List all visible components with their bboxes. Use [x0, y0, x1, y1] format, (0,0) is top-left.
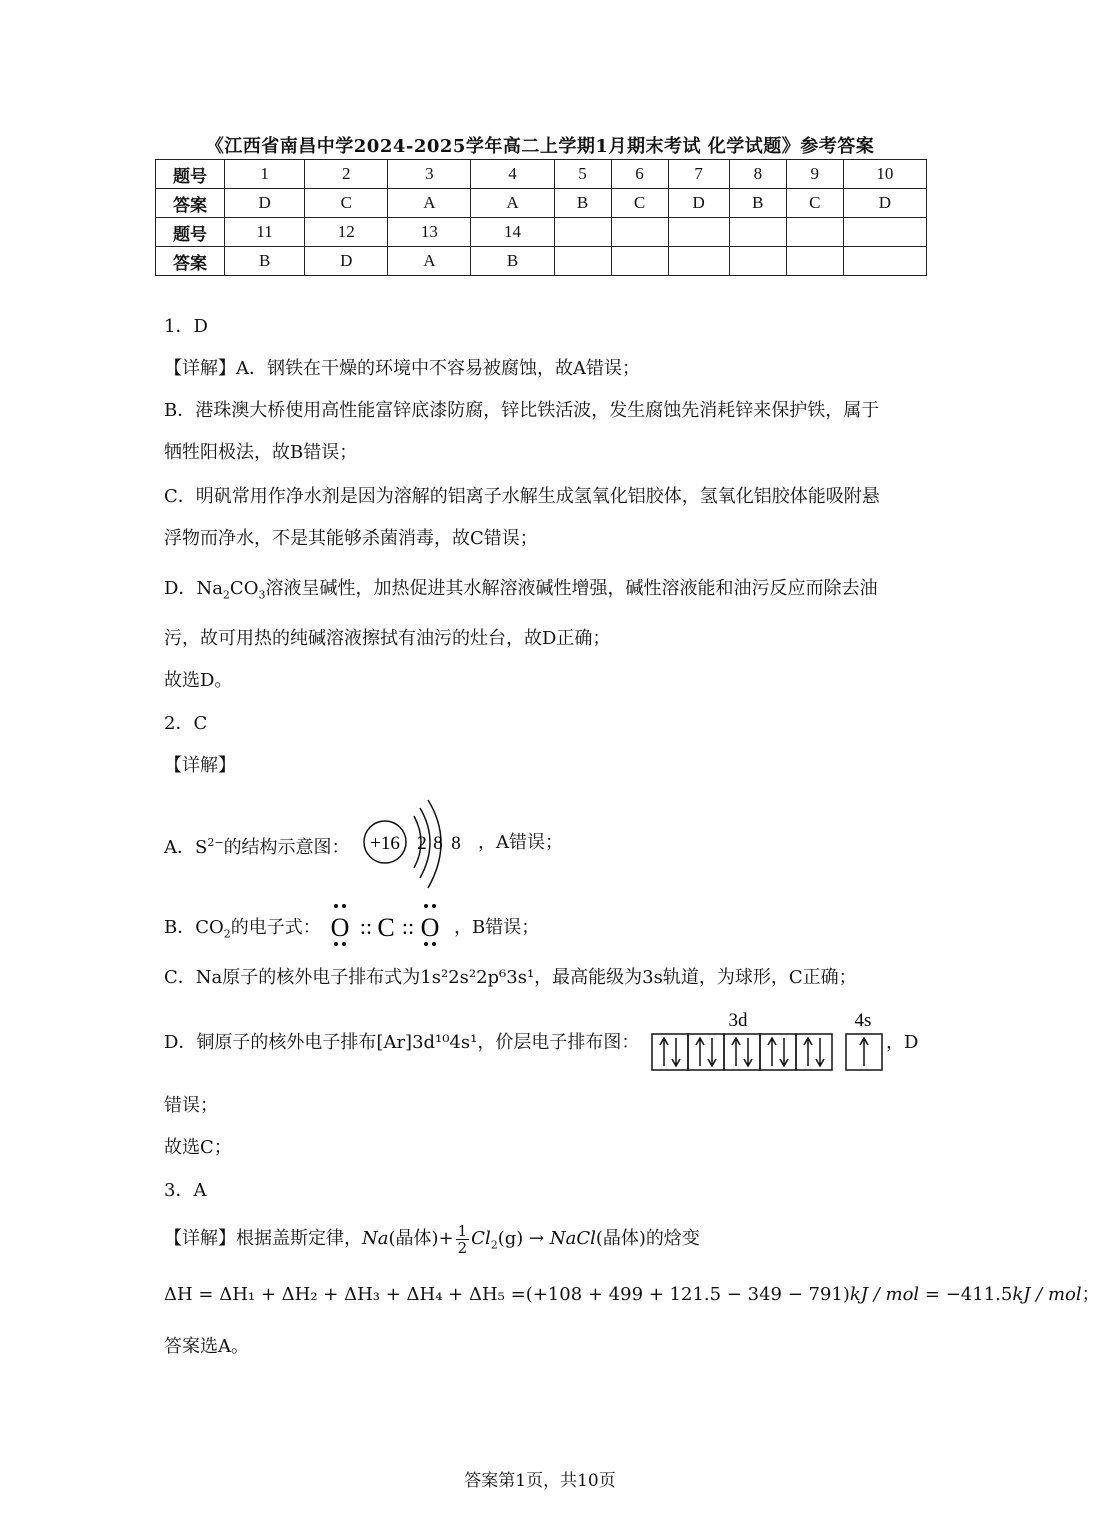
question-number-cell: 3 — [388, 160, 471, 189]
shell-count-2: 8 — [433, 833, 443, 854]
q2-a-prefix: A． — [164, 837, 195, 858]
nucleus-charge: +16 — [370, 833, 400, 854]
atom-o-right: O — [420, 913, 440, 942]
orbital-3d-box — [724, 1034, 760, 1070]
q3-dh-result: = −411.5 — [924, 1284, 1013, 1305]
answer-cell: B — [225, 247, 305, 276]
q2-a-s: S — [195, 837, 208, 858]
q3-na: Na — [362, 1228, 389, 1249]
spin-up-arrow-icon — [696, 1038, 704, 1066]
answer-cell: A — [471, 189, 554, 218]
electron-formula-svg — [326, 898, 454, 950]
q1-d-prefix: D． — [164, 578, 197, 599]
answer-cell: B — [471, 247, 554, 276]
bond-left: :: — [359, 914, 373, 939]
answer-cell: C — [305, 189, 388, 218]
q3-enthalpy-equation — [164, 1282, 1100, 1308]
dot — [424, 942, 428, 946]
label-3d: 3d — [728, 1010, 748, 1031]
spin-up-arrow-icon — [732, 1038, 740, 1066]
dot — [334, 942, 338, 946]
orbital-3d-box — [796, 1034, 832, 1070]
q2-a-mid: 的结构示意图： — [223, 837, 350, 858]
q1-option-d-line2: 污，故可用热的纯碱溶液擦拭有油污的灶台，故D正确； — [164, 628, 611, 649]
q1-d-co: CO — [229, 578, 259, 599]
q3-fraction — [456, 1223, 470, 1256]
question-number-cell — [729, 218, 786, 247]
question-number-cell — [554, 218, 611, 247]
dot — [342, 904, 346, 908]
answer-cell: D — [843, 189, 926, 218]
answer-cell: D — [305, 247, 388, 276]
q3-dh-unit2: kJ / mol — [1012, 1284, 1082, 1305]
answer-cell: D — [225, 189, 305, 218]
question-number-cell: 1 — [225, 160, 305, 189]
shell-count-3: 8 — [451, 833, 461, 854]
answer-cell: B — [729, 189, 786, 218]
q3-gas: (g) — [497, 1228, 524, 1249]
q1-d-sub2: 2 — [222, 588, 230, 602]
q1-d-sub3: 3 — [258, 588, 266, 602]
question-number-cell — [786, 218, 843, 247]
q3-detail-post: 的焓变 — [645, 1228, 700, 1249]
q3-cl-sub: 2 — [490, 1238, 498, 1252]
co2-electron-formula — [326, 898, 454, 950]
spin-up-arrow-icon — [768, 1038, 776, 1066]
row-label-answer: 答案 — [156, 247, 225, 276]
q3-arrow: → — [529, 1228, 545, 1249]
document-title: 《江西省南昌中学2024-2025学年高二上学期1月期末考试 化学试题》参考答案 — [205, 136, 875, 157]
spin-down-arrow-icon — [816, 1038, 824, 1066]
q2-b-sub: 2 — [223, 927, 231, 941]
q3-plus: + — [438, 1228, 454, 1249]
atom-o-left: O — [330, 913, 350, 942]
q3-dh-lhs: ΔH = ΔH₁ + ΔH₂ + ΔH₃ + ΔH₄ + ΔH₅ = — [164, 1284, 526, 1305]
answer-cell — [729, 247, 786, 276]
question-number-cell: 6 — [611, 160, 668, 189]
question-number-cell — [668, 218, 729, 247]
row-label-answer: 答案 — [156, 189, 225, 218]
q2-b-tail: ，B错误； — [454, 917, 540, 938]
q1-option-d-line1 — [164, 576, 877, 609]
q2-option-b — [164, 915, 321, 948]
dot — [342, 942, 346, 946]
orbital-4s-group — [846, 1034, 882, 1070]
answer-cell: A — [388, 189, 471, 218]
frac-numerator: 1 — [457, 1221, 468, 1240]
dot — [334, 904, 338, 908]
question-number-cell: 7 — [668, 160, 729, 189]
orbital-3d-box — [652, 1034, 688, 1070]
q2-option-d-line2: 错误； — [164, 1095, 218, 1116]
q1-option-c-line2: 浮物而净水，不是其能够杀菌消毒，故C错误； — [164, 528, 538, 549]
table-row — [156, 247, 927, 276]
q3-dh-paren: (+108 + 499 + 121.5 − 349 − 791) — [525, 1284, 850, 1305]
answer-cell: D — [668, 189, 729, 218]
table-row — [156, 160, 927, 189]
orbital-3d-box — [760, 1034, 796, 1070]
dot — [424, 904, 428, 908]
question-number-cell: 14 — [471, 218, 554, 247]
answer-table — [155, 159, 927, 276]
question-number-cell: 5 — [554, 160, 611, 189]
q3-detail-pre: 【详解】根据盖斯定律， — [164, 1228, 362, 1249]
q2-option-d: D．铜原子的核外电子排布[Ar]3d¹⁰4s¹，价层电子排布图： — [164, 1032, 640, 1053]
q3-conclusion: 答案选A。 — [164, 1336, 249, 1357]
question-number-cell: 4 — [471, 160, 554, 189]
answer-cell — [554, 247, 611, 276]
spin-up-arrow-icon — [860, 1038, 868, 1066]
question-number-cell: 11 — [225, 218, 305, 247]
question-number-cell — [611, 218, 668, 247]
q1-conclusion: 故选D。 — [164, 670, 233, 691]
spin-down-arrow-icon — [672, 1038, 680, 1066]
q2-conclusion: 故选C； — [164, 1137, 232, 1158]
orbital-svg — [650, 1008, 886, 1074]
q1-heading: 1．D — [164, 316, 208, 337]
question-number-cell: 10 — [843, 160, 926, 189]
answer-cell — [843, 247, 926, 276]
q2-b-mid: 的电子式： — [230, 917, 321, 938]
spin-up-arrow-icon — [660, 1038, 668, 1066]
label-4s: 4s — [854, 1010, 872, 1031]
shell-count-1: 2 — [417, 833, 427, 854]
frac-denominator: 2 — [457, 1238, 468, 1257]
answer-cell — [786, 247, 843, 276]
table-row — [156, 218, 927, 247]
dot — [432, 904, 436, 908]
spin-down-arrow-icon — [708, 1038, 716, 1066]
q1-option-b-line1: B．港珠澳大桥使用高性能富锌底漆防腐，锌比铁活波，发生腐蚀先消耗锌来保护铁，属于 — [164, 400, 880, 421]
q3-heading: 3．A — [164, 1180, 207, 1201]
spin-down-arrow-icon — [744, 1038, 752, 1066]
q3-cl: Cl — [471, 1228, 491, 1249]
row-label-number: 题号 — [156, 160, 225, 189]
spin-up-arrow-icon — [804, 1038, 812, 1066]
q1-option-a: 【详解】A．钢铁在干燥的环境中不容易被腐蚀，故A错误； — [164, 358, 640, 379]
q2-b-prefix: B． — [164, 917, 196, 938]
q2-detail-label: 【详解】 — [164, 755, 236, 776]
structure-diagram-svg — [362, 796, 472, 892]
sulfide-ion-structure-diagram — [362, 796, 472, 892]
question-number-cell — [843, 218, 926, 247]
q1-d-na: Na — [196, 578, 223, 599]
q3-dh-unit: kJ / mol — [849, 1284, 920, 1305]
atom-c: C — [377, 913, 395, 942]
spin-down-arrow-icon — [780, 1038, 788, 1066]
q3-detail-line — [164, 1222, 700, 1263]
q2-heading: 2．C — [164, 713, 208, 734]
question-number-cell: 8 — [729, 160, 786, 189]
q2-d-tail: ，D — [886, 1032, 919, 1053]
q3-dh-end: ； — [1081, 1284, 1100, 1305]
q2-b-co: CO — [195, 917, 224, 938]
answer-cell — [611, 247, 668, 276]
table-row — [156, 189, 927, 218]
answer-cell: C — [611, 189, 668, 218]
row-label-number: 题号 — [156, 218, 225, 247]
q3-crystal: (晶体) — [388, 1228, 439, 1249]
orbital-3d-group — [652, 1034, 832, 1070]
q1-option-b-line2: 牺牲阳极法，故B错误； — [164, 442, 358, 463]
question-number-cell: 13 — [388, 218, 471, 247]
q2-option-c: C．Na原子的核外电子排布式为1s²2s²2p⁶3s¹，最高能级为3s轨道，为球形，C正确； — [164, 967, 857, 988]
q2-a-sup: 2− — [207, 836, 224, 849]
bond-right: :: — [401, 914, 415, 939]
question-number-cell: 12 — [305, 218, 388, 247]
q1-option-c-line1: C．明矾常用作净水剂是因为溶解的铝离子水解生成氢氧化铝胶体，氢氧化铝胶体能吸附悬 — [164, 486, 880, 507]
page-footer: 答案第1页，共10页 — [464, 1471, 616, 1491]
question-number-cell: 9 — [786, 160, 843, 189]
question-number-cell: 2 — [305, 160, 388, 189]
q1-d-rest: 溶液呈碱性，加热促进其水解溶液碱性增强，碱性溶液能和油污反应而除去油 — [265, 578, 878, 599]
q2-option-a — [164, 830, 350, 861]
answer-cell: B — [554, 189, 611, 218]
orbital-3d-box — [688, 1034, 724, 1070]
valence-orbital-diagram — [650, 1008, 886, 1074]
q3-nacl: NaCl — [549, 1228, 596, 1249]
answer-cell — [668, 247, 729, 276]
dot — [432, 942, 436, 946]
q3-nacl-crystal: (晶体) — [595, 1228, 646, 1249]
answer-cell: C — [786, 189, 843, 218]
answer-cell: A — [388, 247, 471, 276]
q2-a-tail: ，A错误； — [478, 832, 563, 853]
